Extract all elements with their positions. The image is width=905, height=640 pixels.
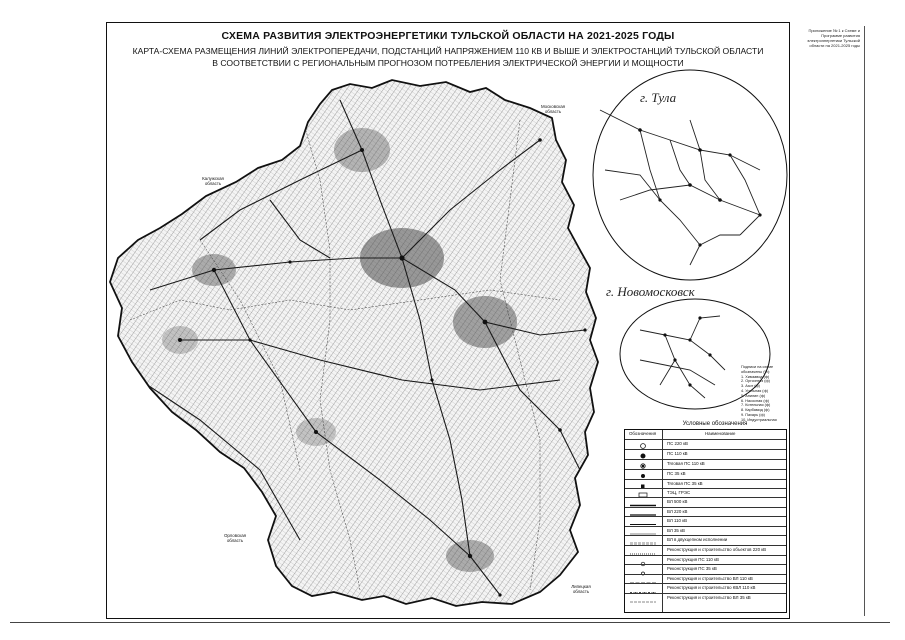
- legend-row: [625, 507, 786, 516]
- legend-item: Реконструкция ПС 35 кВ: [667, 566, 717, 571]
- region-label-oryol: Орловская область: [223, 533, 247, 543]
- inset-legend-item: 2. Оргсинтез (ф): [741, 379, 770, 384]
- legend-col-name: Наименование: [705, 431, 736, 436]
- inset-legend-item: обозначены (%):: [741, 369, 771, 374]
- sheet-rule: [864, 26, 865, 616]
- legend-row: [625, 479, 786, 488]
- legend-row: [625, 564, 786, 574]
- map-title: СХЕМА РАЗВИТИЯ ЭЛЕКТРОЭНЕРГЕТИКИ ТУЛЬСКОЙ ОБЛАСТИ НА 2021-2025 ГОДЫ: [221, 30, 675, 42]
- legend-item: ПС 35 кВ: [667, 471, 686, 476]
- legend-item: ВЛ 110 кВ: [667, 518, 688, 523]
- legend-item: ПС 220 кВ: [667, 441, 688, 446]
- legend-row: [625, 488, 786, 497]
- legend-item: ВЛ в двухцепном исполнении: [667, 537, 728, 542]
- legend-item: ВЛ 35 кВ: [667, 528, 685, 533]
- legend-row: [625, 583, 786, 593]
- legend-row: [625, 439, 786, 449]
- legend-item: Реконструкция и строительство объектов 220 кВ: [667, 547, 767, 552]
- legend-item: ПС 110 кВ: [667, 451, 688, 456]
- inset-legend-item: 3. Азот (ф): [741, 384, 760, 389]
- inset-legend-item: 4. Угольная (ф): [741, 388, 768, 393]
- legend-item: ВЛ 220 кВ: [667, 509, 688, 514]
- legend-row: [625, 469, 786, 479]
- region-label-kaluga: Калужская область: [202, 176, 224, 186]
- inset-legend-item: 1. Химзавод (ф): [741, 374, 770, 379]
- legend-item: Реконструкция ПС 110 кВ: [667, 557, 719, 562]
- map-subtitle: [130, 45, 766, 69]
- inset-legend: [741, 365, 793, 423]
- legend-row: [625, 459, 786, 469]
- inset-title-tula: г. Тула: [640, 90, 677, 105]
- legend-row: [625, 535, 786, 545]
- legend-row: [625, 516, 786, 526]
- inset-legend-item: 8. Карбамид (ф): [741, 408, 770, 413]
- legend-row: [625, 497, 786, 507]
- subtitle-line: КАРТА-СХЕМА РАЗМЕЩЕНИЯ ЛИНИЙ ЭЛЕКТРОПЕРЕДАЧИ, ПОДСТАНЦИЙ НАПРЯЖЕНИЕМ 110 КВ И ВЫШЕ И ЭЛЕКТРОСТАНЦИЙ ТУЛЬСКОЙ ОБЛАСТИ: [132, 46, 764, 56]
- legend-table: [624, 429, 787, 613]
- inset-legend-item: 9. Пахарь (ф): [741, 412, 765, 417]
- region-label-lipetsk: Липецкая область: [571, 584, 591, 594]
- inset-title-novomoskovsk: г. Новомосковск: [606, 284, 695, 299]
- inset-legend-item: 5. Анилин (ф): [741, 393, 766, 398]
- region-label-ryazan: [600, 300, 601, 301]
- legend-item: ВЛ 500 кВ: [667, 499, 688, 504]
- legend-heading: Условные обозначения: [682, 421, 748, 427]
- appendix-note: Приложение № 1 к Схеме и Программе развития электроэнергетики Тульской области на 2021-2025 годы: [807, 28, 860, 48]
- inset-legend-item: 10. Индустриальная: [741, 417, 777, 422]
- legend-header-row: [625, 430, 786, 439]
- legend-col-symbol: Обозначения: [629, 431, 657, 436]
- legend-item: ТЭЦ, ГРЭС: [667, 490, 691, 495]
- legend-row: [625, 555, 786, 564]
- legend-item: Реконструкция и строительство ВЛ 110 кВ: [667, 576, 753, 581]
- subtitle-line: В СООТВЕТСТВИИ С РЕГИОНАЛЬНЫМ ПРОГНОЗОМ ПОТРЕБЛЕНИЯ ЭЛЕКТРИЧЕСКОЙ ЭНЕРГИИ И МОЩНОСТИ: [212, 58, 684, 68]
- legend-item: Тяговая ПС 110 кВ: [667, 461, 705, 466]
- legend-item: Реконструкция и строительство ВЛ 35 кВ: [667, 595, 751, 600]
- sheet-rule: [10, 622, 890, 623]
- legend-item: Реконструкция и строительство КВЛ 110 кВ: [667, 585, 756, 590]
- legend-row: [625, 593, 786, 612]
- legend-row: [625, 545, 786, 555]
- legend-row: [625, 574, 786, 583]
- legend-row: [625, 449, 786, 459]
- legend-row: [625, 526, 786, 535]
- inset-legend-item: 7. Котельная (ф): [741, 403, 771, 408]
- inset-legend-item: 6. Насосная (ф): [741, 398, 769, 403]
- inset-legend-item: Подписи на схеме: [741, 365, 774, 369]
- region-label-moscow: Московская область: [540, 104, 566, 114]
- legend-item: Тяговая ПС 35 кВ: [667, 481, 703, 486]
